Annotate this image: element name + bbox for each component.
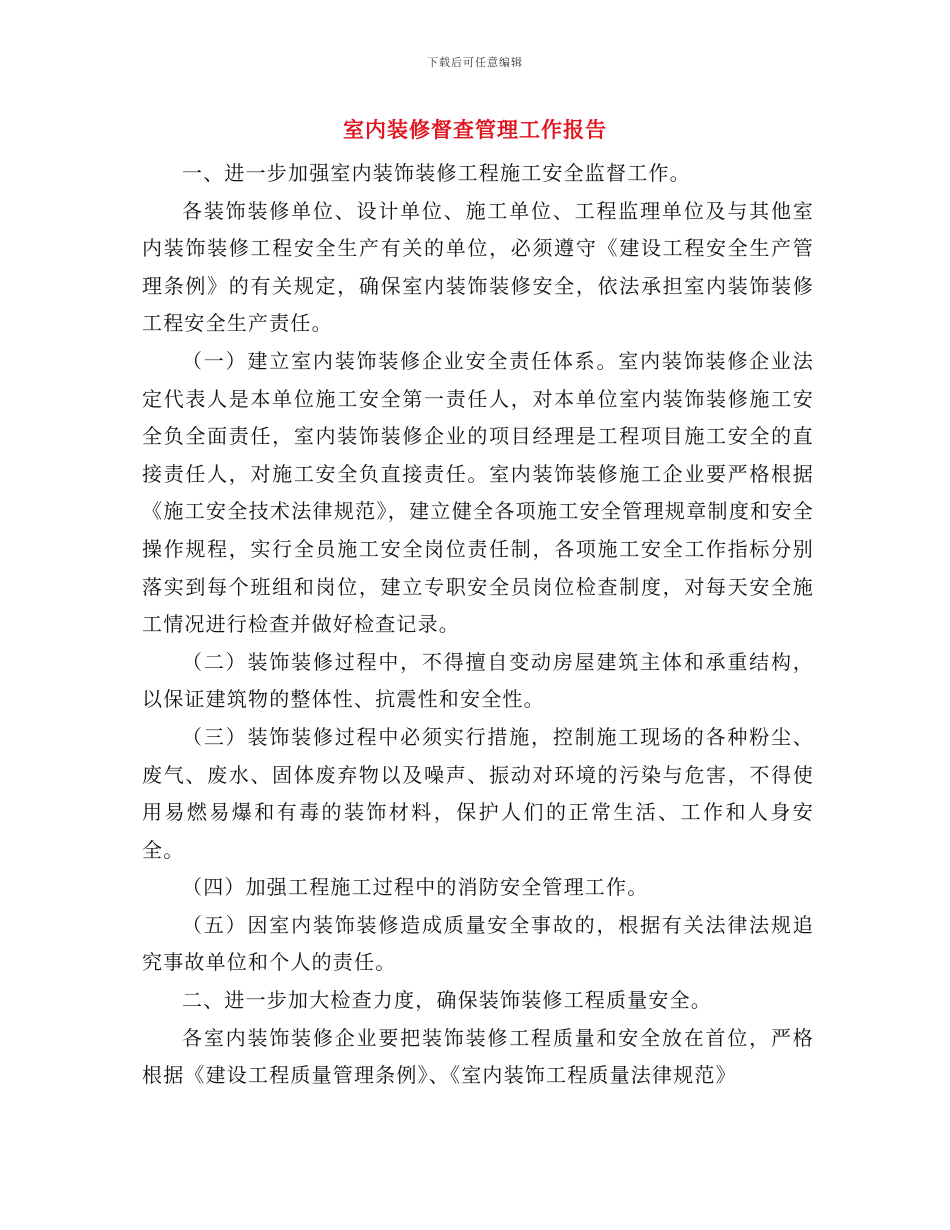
paragraph-item-2: （二）装饰装修过程中，不得擅自变动房屋建筑主体和承重结构，以保证建筑物的整体性、抗震性和安全性。 [142, 649, 814, 712]
section-heading-1: 一、进一步加强室内装饰装修工程施工安全监督工作。 [182, 161, 691, 185]
paragraph-item-3: （三）装饰装修过程中必须实行措施，控制施工现场的各种粉尘、废气、废水、固体废弃物以及噪声、振动对环境的污染与危害，不得使用易燃易爆和有毒的装饰材料，保护人们的正常生活、工作和人身安全。 [142, 724, 814, 862]
page-header-note: 下载后可任意编辑 [427, 56, 523, 69]
paragraph-item-5: （五）因室内装饰装修造成质量安全事故的，根据有关法律法规追究事故单位和个人的责任。 [142, 912, 814, 975]
paragraph-item-1: （一）建立室内装饰装修企业安全责任体系。室内装饰装修企业法定代表人是本单位施工安全第一责任人，对本单位室内装饰装修施工安全负全面责任，室内装饰装修企业的项目经理是工程项目施工安全的直接责任人，对施工安全负直接责任。室内装饰装修施工企业要严格根据《施工安全技术法律规范》，建立健全各项施工安全管理规章制度和安全操作规程，实行全员施工安全岗位责任制，各项施工安全工作指标分别落实到每个班组和岗位，建立专职安全员岗位检查制度，对每天安全施工情况进行检查并做好检查记录。 [142, 348, 814, 637]
paragraph-item-4: （四）加强工程施工过程中的消防安全管理工作。 [182, 875, 649, 900]
document-body [142, 155, 814, 1095]
section-heading-2: 二、进一步加大检查力度，确保装饰装修工程质量安全。 [182, 988, 712, 1013]
paragraph: 各室内装饰装修企业要把装饰装修工程质量和安全放在首位，严格根据《建设工程质量管理条例》、《室内装饰工程质量法律规范》 [142, 1025, 814, 1088]
document-title: 室内装修督查管理工作报告 [343, 117, 607, 142]
paragraph: 各装饰装修单位、设计单位、施工单位、工程监理单位及与其他室内装饰装修工程安全生产有关的单位，必须遵守《建设工程安全生产管理条例》的有关规定，确保室内装饰装修安全，依法承担室内装饰装修工程安全生产责任。 [142, 198, 814, 336]
